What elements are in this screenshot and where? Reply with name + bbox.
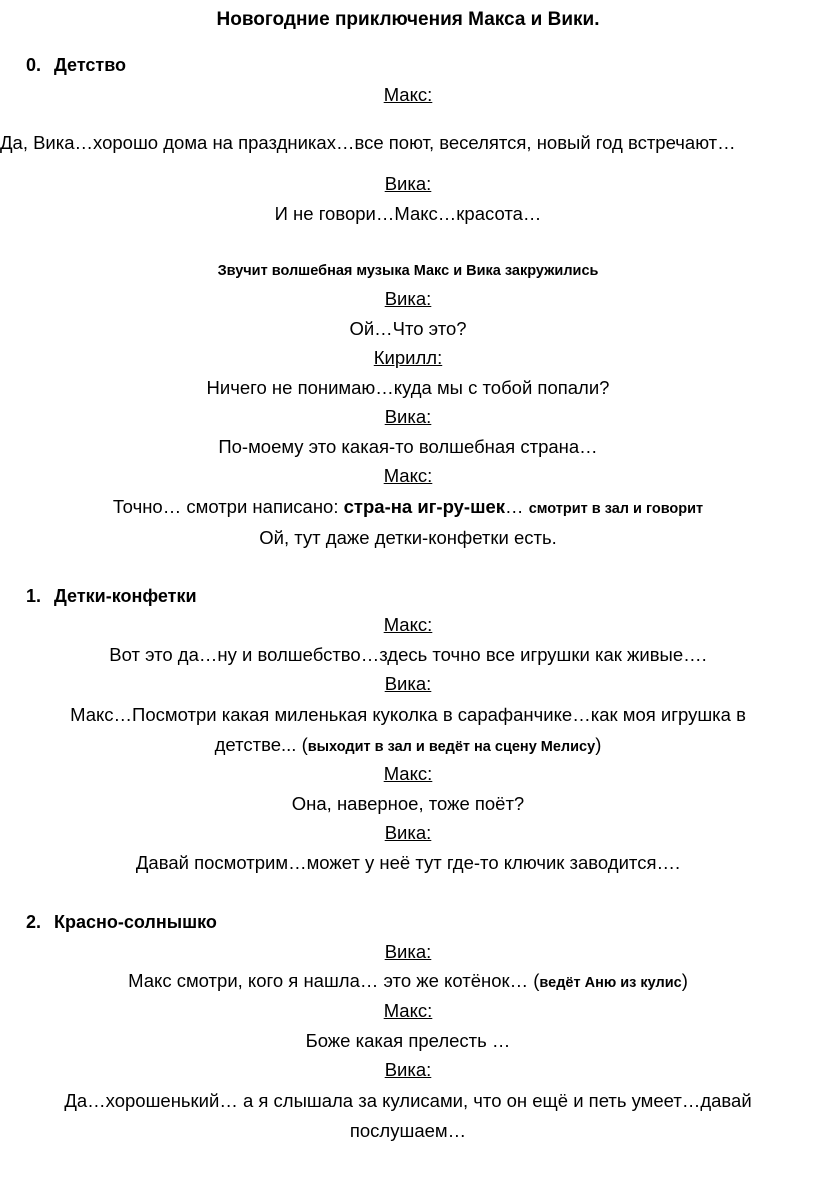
speaker-line bbox=[0, 464, 816, 488]
section-heading bbox=[26, 584, 197, 608]
speaker-line bbox=[0, 762, 816, 786]
speaker-label: Макс: bbox=[383, 614, 433, 635]
stage-direction: ведёт Аню из кулис bbox=[539, 975, 682, 991]
speaker-line bbox=[0, 172, 816, 196]
speaker-label: Вика: bbox=[384, 1059, 432, 1080]
dialogue-text: ) bbox=[681, 970, 688, 991]
dialogue-line: Да, Вика…хорошо дома на праздниках…все поют, веселятся, новый год встречают… bbox=[0, 132, 736, 153]
dialogue-line bbox=[0, 495, 816, 521]
dialogue-text: детстве... ( bbox=[214, 734, 308, 755]
speaker-line bbox=[0, 346, 816, 370]
speaker-line bbox=[0, 287, 816, 311]
dialogue-line: Вот это да…ну и волшебство…здесь точно все игрушки как живые…. bbox=[109, 644, 707, 665]
dialogue-text: Макс смотри, кого я нашла… это же котёнок… ( bbox=[128, 970, 540, 991]
dialogue-line: По-моему это какая-то волшебная страна… bbox=[218, 436, 598, 457]
speaker-line bbox=[0, 672, 816, 696]
speaker-label: Вика: bbox=[384, 941, 432, 962]
stage-direction: выходит в зал и ведёт на сцену Мелису bbox=[307, 739, 596, 755]
sign-text: стра-на иг-ру-шек bbox=[343, 496, 506, 517]
speaker-label: Макс: bbox=[383, 1000, 433, 1021]
speaker-label: Вика: bbox=[384, 406, 432, 427]
speaker-line bbox=[0, 940, 816, 964]
dialogue-line: Ой…Что это? bbox=[349, 318, 467, 339]
speaker-label: Вика: bbox=[384, 673, 432, 694]
dialogue-text: … bbox=[505, 496, 529, 517]
speaker-line bbox=[0, 613, 816, 637]
dialogue-line: Да…хорошенький… а я слышала за кулисами, что он ещё и петь умеет…давай bbox=[64, 1090, 752, 1111]
section-number: 0. bbox=[26, 55, 42, 75]
speaker-line bbox=[0, 999, 816, 1023]
speaker-label: Макс: bbox=[383, 84, 433, 105]
dialogue-line bbox=[0, 733, 816, 759]
dialogue-line: И не говори…Макс…красота… bbox=[274, 203, 542, 224]
speaker-line bbox=[0, 821, 816, 845]
speaker-line bbox=[0, 1058, 816, 1082]
speaker-label: Макс: bbox=[383, 763, 433, 784]
dialogue-line: Давай посмотрим…может у неё тут где-то ключик заводится…. bbox=[135, 852, 681, 873]
speaker-line bbox=[0, 83, 816, 107]
speaker-label: Вика: bbox=[384, 288, 432, 309]
dialogue-line: послушаем… bbox=[349, 1120, 467, 1141]
section-title: Детство bbox=[54, 55, 127, 75]
page-title: Новогодние приключения Макса и Вики. bbox=[216, 9, 600, 30]
speaker-line bbox=[0, 405, 816, 429]
speaker-label: Вика: bbox=[384, 173, 432, 194]
speaker-label: Макс: bbox=[383, 465, 433, 486]
section-number: 1. bbox=[26, 586, 42, 606]
dialogue-text: ) bbox=[595, 734, 602, 755]
section-title: Детки-конфетки bbox=[54, 586, 197, 606]
section-title: Красно-солнышко bbox=[54, 912, 217, 932]
section-number: 2. bbox=[26, 912, 42, 932]
dialogue-line: Ой, тут даже детки-конфетки есть. bbox=[259, 527, 557, 548]
speaker-label: Кирилл: bbox=[373, 347, 443, 368]
speaker-label: Вика: bbox=[384, 822, 432, 843]
section-heading bbox=[26, 53, 126, 77]
dialogue-line: Она, наверное, тоже поёт? bbox=[291, 793, 525, 814]
section-heading bbox=[26, 910, 217, 934]
dialogue-line: Боже какая прелесть … bbox=[305, 1030, 511, 1051]
dialogue-line: Макс…Посмотри какая миленькая куколка в сарафанчике…как моя игрушка в bbox=[70, 704, 746, 725]
dialogue-text: Точно… смотри написано: bbox=[112, 496, 344, 517]
stage-direction: смотрит в зал и говорит bbox=[528, 501, 704, 517]
dialogue-line bbox=[0, 969, 816, 995]
dialogue-line: Ничего не понимаю…куда мы с тобой попали? bbox=[206, 377, 610, 398]
stage-direction: Звучит волшебная музыка Макс и Вика закружились bbox=[217, 263, 599, 279]
